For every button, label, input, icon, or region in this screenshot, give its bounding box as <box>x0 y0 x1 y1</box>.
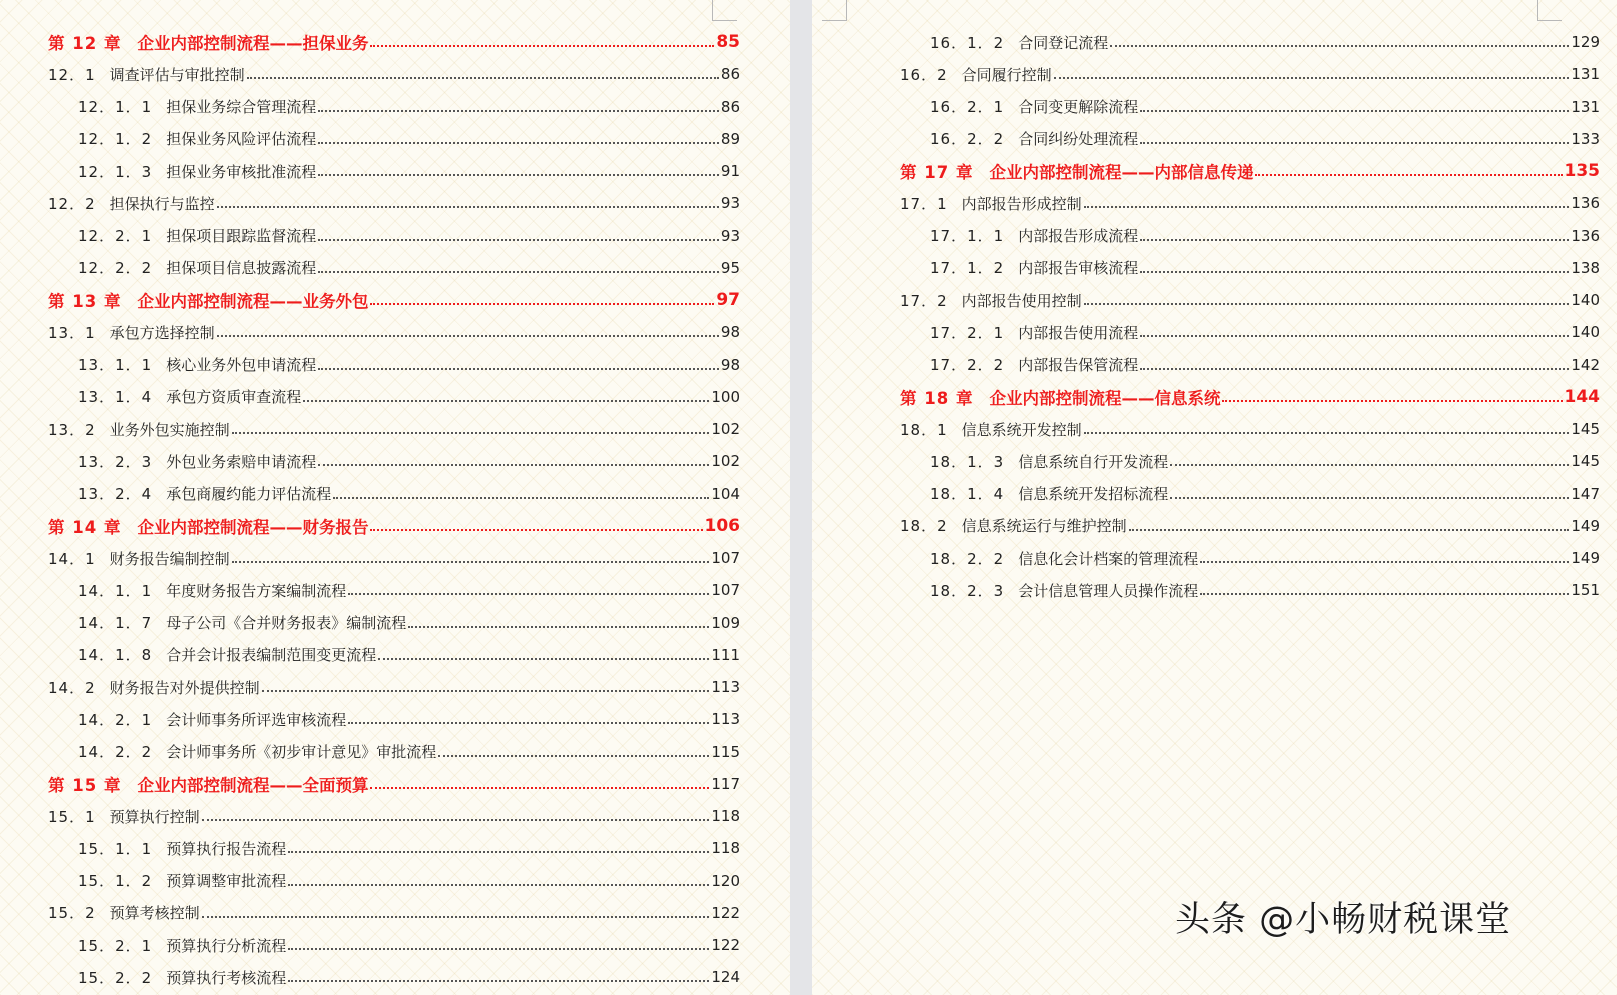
toc-chapter-entry[interactable] <box>900 381 1600 413</box>
toc-dot-leader <box>1170 464 1569 466</box>
toc-entry-page-number: 120 <box>711 871 740 890</box>
toc-entry-page-number: 107 <box>711 549 740 568</box>
toc-entry-title: 调查评估与审批控制 <box>109 65 245 84</box>
toc-entry-page-number: 85 <box>716 32 740 53</box>
toc-entry-page-number: 138 <box>1571 258 1600 277</box>
toc-entry-title: 承包商履约能力评估流程 <box>166 485 332 504</box>
toc-entry-title: 财务报告编制控制 <box>109 549 230 568</box>
toc-section-entry[interactable] <box>900 187 1600 219</box>
toc-chapter-entry[interactable] <box>48 510 740 542</box>
toc-subsection-entry[interactable] <box>900 542 1600 574</box>
toc-subsection-entry[interactable] <box>48 252 740 284</box>
toc-entry-page-number: 91 <box>720 162 740 181</box>
toc-entry-title: 企业内部控制流程——内部信息传递 <box>989 163 1254 183</box>
toc-subsection-entry[interactable] <box>48 736 740 768</box>
toc-entry-page-number: 131 <box>1571 65 1600 84</box>
toc-dot-leader <box>378 658 709 660</box>
toc-entry-number: 14．1．8 <box>78 646 153 665</box>
toc-subsection-entry[interactable] <box>900 123 1600 155</box>
toc-entry-page-number: 145 <box>1571 452 1600 471</box>
toc-subsection-entry[interactable] <box>48 832 740 864</box>
toc-entry-number: 15．1．2 <box>78 872 153 891</box>
toc-entry-page-number: 147 <box>1571 484 1600 503</box>
toc-entry-title: 财务报告对外提供控制 <box>109 678 260 697</box>
toc-chapter-entry[interactable] <box>48 768 740 800</box>
toc-entry-number: 12．2．1 <box>78 227 153 246</box>
toc-entry-number: 17．2．1 <box>930 323 1005 342</box>
toc-dot-leader <box>318 368 719 370</box>
toc-entry-number: 13．2．4 <box>78 485 153 504</box>
toc-entry-page-number: 140 <box>1571 323 1600 342</box>
toc-entry-number: 第 15 章 <box>48 775 122 795</box>
toc-entry-number: 13．1 <box>48 323 96 342</box>
page-corner-mark <box>822 0 847 21</box>
toc-section-entry[interactable] <box>900 58 1600 90</box>
toc-entry-title: 内部报告使用流程 <box>1018 323 1139 342</box>
toc-entry-number: 15．1．1 <box>78 839 153 858</box>
toc-entry-title: 企业内部控制流程——担保业务 <box>137 34 369 54</box>
toc-entry-page-number: 97 <box>716 290 740 311</box>
toc-dot-leader <box>1084 432 1570 434</box>
toc-entry-title: 预算考核控制 <box>109 904 200 923</box>
toc-dot-leader <box>1084 303 1570 305</box>
toc-entry-title: 担保业务审核批准流程 <box>166 162 317 181</box>
toc-entry-title: 承包方资质审查流程 <box>166 388 302 407</box>
toc-dot-leader <box>1140 368 1569 370</box>
toc-entry-number: 16．2．2 <box>930 130 1005 149</box>
toc-entry-title: 承包方选择控制 <box>109 323 215 342</box>
toc-entry-number: 18．1．3 <box>930 452 1005 471</box>
toc-entry-title: 担保项目信息披露流程 <box>166 259 317 278</box>
toc-dot-leader <box>370 787 709 789</box>
toc-dot-leader <box>318 239 719 241</box>
toc-entry-number: 13．2．3 <box>78 452 153 471</box>
toc-entry-page-number: 135 <box>1564 161 1600 182</box>
toc-dot-leader <box>370 45 714 47</box>
toc-entry-page-number: 149 <box>1571 549 1600 568</box>
toc-subsection-entry[interactable] <box>48 961 740 993</box>
toc-entry-title: 企业内部控制流程——财务报告 <box>137 517 369 537</box>
toc-entry-number: 16．2．1 <box>930 98 1005 117</box>
page-corner-mark <box>712 0 737 21</box>
toc-subsection-entry[interactable] <box>900 574 1600 606</box>
toc-subsection-entry[interactable] <box>900 252 1600 284</box>
toc-section-entry[interactable] <box>48 800 740 832</box>
toc-entry-page-number: 111 <box>711 645 740 664</box>
toc-entry-title: 担保业务风险评估流程 <box>166 130 317 149</box>
toc-section-entry[interactable] <box>48 187 740 219</box>
document-page-right <box>812 0 1617 995</box>
toc-entry-title: 信息系统运行与维护控制 <box>961 517 1127 536</box>
toc-entry-number: 13．1．1 <box>78 356 153 375</box>
toc-entry-number: 14．1 <box>48 549 96 568</box>
toc-subsection-entry[interactable] <box>48 91 740 123</box>
toc-entry-title: 合同登记流程 <box>1018 33 1109 52</box>
toc-section-entry[interactable] <box>900 510 1600 542</box>
toc-entry-page-number: 122 <box>711 936 740 955</box>
toc-dot-leader <box>1255 174 1562 176</box>
toc-entry-page-number: 131 <box>1571 97 1600 116</box>
toc-subsection-entry[interactable] <box>48 155 740 187</box>
toc-entry-title: 母子公司《合并财务报表》编制流程 <box>166 614 407 633</box>
toc-entry-number: 12．2．2 <box>78 259 153 278</box>
toc-entry-number: 18．2．3 <box>930 581 1005 600</box>
page-corner-mark <box>1537 0 1562 21</box>
toc-entry-number: 第 17 章 <box>900 163 974 183</box>
toc-entry-number: 第 12 章 <box>48 34 122 54</box>
toc-entry-title: 内部报告形成流程 <box>1018 227 1139 246</box>
toc-dot-leader <box>318 110 719 112</box>
toc-entry-title: 会计师事务所评选审核流程 <box>166 710 347 729</box>
toc-subsection-entry[interactable] <box>900 26 1600 58</box>
toc-entry-page-number: 100 <box>711 387 740 406</box>
toc-entry-page-number: 144 <box>1564 386 1600 407</box>
toc-entry-title: 会计信息管理人员操作流程 <box>1018 581 1199 600</box>
toc-dot-leader <box>202 916 710 918</box>
toc-entry-number: 18．1．4 <box>930 485 1005 504</box>
toc-section-entry[interactable] <box>48 897 740 929</box>
toc-entry-title: 企业内部控制流程——全面预算 <box>137 775 369 795</box>
toc-entry-number: 17．1．1 <box>930 227 1005 246</box>
toc-section-entry[interactable] <box>48 413 740 445</box>
toc-entry-page-number: 86 <box>720 65 740 84</box>
toc-subsection-entry[interactable] <box>48 703 740 735</box>
toc-dot-leader <box>1140 239 1569 241</box>
toc-entry-title: 预算执行考核流程 <box>166 968 287 987</box>
toc-entry-page-number: 102 <box>711 420 740 439</box>
toc-entry-title: 内部报告使用控制 <box>961 291 1082 310</box>
toc-entry-title: 合同履行控制 <box>961 65 1052 84</box>
toc-entry-number: 17．2．2 <box>930 356 1005 375</box>
toc-entry-page-number: 115 <box>711 742 740 761</box>
toc-entry-title: 预算执行报告流程 <box>166 839 287 858</box>
toc-entry-number: 18．1 <box>900 420 948 439</box>
toc-entry-title: 内部报告审核流程 <box>1018 259 1139 278</box>
toc-subsection-entry[interactable] <box>900 478 1600 510</box>
toc-entry-number: 17．2 <box>900 291 948 310</box>
toc-dot-leader <box>318 174 719 176</box>
toc-entry-title: 信息化会计档案的管理流程 <box>1018 549 1199 568</box>
toc-entry-number: 12．1．2 <box>78 130 153 149</box>
toc-dot-leader <box>318 271 719 273</box>
toc-entry-title: 企业内部控制流程——信息系统 <box>989 388 1221 408</box>
toc-dot-leader <box>1140 142 1569 144</box>
document-page-left <box>0 0 790 995</box>
toc-entry-page-number: 145 <box>1571 420 1600 439</box>
toc-dot-leader <box>348 722 709 724</box>
toc-entry-page-number: 93 <box>720 194 740 213</box>
toc-entry-title: 预算执行控制 <box>109 807 200 826</box>
toc-entry-page-number: 129 <box>1571 33 1600 52</box>
toc-subsection-entry[interactable] <box>48 478 740 510</box>
toc-entry-number: 14．2 <box>48 678 96 697</box>
toc-subsection-entry[interactable] <box>900 316 1600 348</box>
toc-section-entry[interactable] <box>900 413 1600 445</box>
toc-dot-leader <box>318 142 719 144</box>
toc-subsection-entry[interactable] <box>48 220 740 252</box>
toc-section-entry[interactable] <box>48 58 740 90</box>
toc-entry-number: 18．2 <box>900 517 948 536</box>
toc-entry-title: 外包业务索赔申请流程 <box>166 452 317 471</box>
toc-entry-title: 预算执行分析流程 <box>166 936 287 955</box>
toc-entry-title: 信息系统开发控制 <box>961 420 1082 439</box>
table-of-contents-right <box>900 26 1600 607</box>
toc-dot-leader <box>202 819 710 821</box>
toc-dot-leader <box>370 303 714 305</box>
toc-entry-page-number: 89 <box>720 129 740 148</box>
toc-subsection-entry[interactable] <box>48 929 740 961</box>
toc-entry-page-number: 117 <box>711 774 740 793</box>
toc-entry-page-number: 86 <box>720 97 740 116</box>
toc-subsection-entry[interactable] <box>48 349 740 381</box>
toc-dot-leader <box>262 690 710 692</box>
toc-entry-number: 15．2．1 <box>78 936 153 955</box>
toc-entry-title: 信息系统开发招标流程 <box>1018 485 1169 504</box>
toc-entry-number: 14．2．2 <box>78 743 153 762</box>
toc-entry-page-number: 106 <box>704 515 740 536</box>
toc-dot-leader <box>288 948 709 950</box>
toc-entry-title: 担保执行与监控 <box>109 194 215 213</box>
toc-dot-leader <box>1110 45 1569 47</box>
toc-entry-title: 核心业务外包申请流程 <box>166 356 317 375</box>
toc-entry-title: 年度财务报告方案编制流程 <box>166 581 347 600</box>
toc-entry-title: 合同变更解除流程 <box>1018 98 1139 117</box>
toc-dot-leader <box>232 432 710 434</box>
toc-entry-number: 17．1．2 <box>930 259 1005 278</box>
toc-dot-leader <box>1200 561 1569 563</box>
toc-dot-leader <box>1140 335 1569 337</box>
toc-dot-leader <box>1140 110 1569 112</box>
toc-entry-number: 第 14 章 <box>48 517 122 537</box>
table-of-contents-left <box>48 26 740 994</box>
toc-entry-title: 内部报告形成控制 <box>961 194 1082 213</box>
toc-entry-page-number: 113 <box>711 710 740 729</box>
toc-entry-page-number: 98 <box>720 323 740 342</box>
toc-entry-number: 16．2 <box>900 65 948 84</box>
toc-entry-page-number: 93 <box>720 226 740 245</box>
toc-subsection-entry[interactable] <box>900 445 1600 477</box>
toc-dot-leader <box>1222 400 1562 402</box>
toc-entry-page-number: 136 <box>1571 226 1600 245</box>
toc-entry-number: 15．1 <box>48 807 96 826</box>
toc-subsection-entry[interactable] <box>48 865 740 897</box>
toc-entry-number: 13．1．4 <box>78 388 153 407</box>
toc-dot-leader <box>333 497 709 499</box>
toc-chapter-entry[interactable] <box>48 284 740 316</box>
toc-entry-page-number: 98 <box>720 355 740 374</box>
toc-dot-leader <box>348 593 709 595</box>
toc-dot-leader <box>438 755 709 757</box>
toc-dot-leader <box>288 980 709 982</box>
toc-chapter-entry[interactable] <box>48 26 740 58</box>
toc-entry-number: 12．1 <box>48 65 96 84</box>
toc-entry-page-number: 113 <box>711 678 740 697</box>
toc-entry-title: 内部报告保管流程 <box>1018 356 1139 375</box>
toc-section-entry[interactable] <box>48 542 740 574</box>
toc-entry-page-number: 118 <box>711 807 740 826</box>
toc-section-entry[interactable] <box>900 284 1600 316</box>
toc-subsection-entry[interactable] <box>48 574 740 606</box>
toc-dot-leader <box>318 464 709 466</box>
toc-entry-page-number: 109 <box>711 613 740 632</box>
toc-dot-leader <box>247 77 719 79</box>
toc-entry-title: 合同纠纷处理流程 <box>1018 130 1139 149</box>
toc-entry-page-number: 149 <box>1571 516 1600 535</box>
toc-entry-page-number: 151 <box>1571 581 1600 600</box>
toc-entry-page-number: 122 <box>711 903 740 922</box>
toc-entry-title: 信息系统自行开发流程 <box>1018 452 1169 471</box>
toc-section-entry[interactable] <box>48 671 740 703</box>
toc-entry-number: 17．1 <box>900 194 948 213</box>
toc-dot-leader <box>370 529 702 531</box>
toc-entry-page-number: 107 <box>711 581 740 600</box>
toc-dot-leader <box>217 335 719 337</box>
toc-section-entry[interactable] <box>48 316 740 348</box>
toc-entry-number: 18．2．2 <box>930 549 1005 568</box>
toc-entry-number: 12．1．3 <box>78 162 153 181</box>
toc-entry-number: 12．1．1 <box>78 98 153 117</box>
toc-dot-leader <box>1084 206 1570 208</box>
toc-subsection-entry[interactable] <box>48 381 740 413</box>
toc-entry-page-number: 136 <box>1571 194 1600 213</box>
toc-subsection-entry[interactable] <box>900 220 1600 252</box>
toc-entry-number: 14．1．1 <box>78 581 153 600</box>
toc-entry-number: 15．2．2 <box>78 968 153 987</box>
toc-dot-leader <box>217 206 719 208</box>
toc-entry-page-number: 140 <box>1571 291 1600 310</box>
toc-entry-title: 业务外包实施控制 <box>109 420 230 439</box>
toc-entry-title: 会计师事务所《初步审计意见》审批流程 <box>166 743 437 762</box>
toc-entry-page-number: 95 <box>720 258 740 277</box>
toc-entry-number: 14．2．1 <box>78 710 153 729</box>
toc-entry-title: 企业内部控制流程——业务外包 <box>137 292 369 312</box>
toc-entry-title: 担保项目跟踪监督流程 <box>166 227 317 246</box>
toc-entry-number: 14．1．7 <box>78 614 153 633</box>
toc-entry-page-number: 142 <box>1571 355 1600 374</box>
toc-entry-page-number: 104 <box>711 484 740 503</box>
toc-subsection-entry[interactable] <box>48 445 740 477</box>
watermark-text: 头条 @小畅财税课堂 <box>1175 900 1512 940</box>
toc-entry-page-number: 118 <box>711 839 740 858</box>
toc-subsection-entry[interactable] <box>48 123 740 155</box>
toc-chapter-entry[interactable] <box>900 155 1600 187</box>
toc-entry-page-number: 102 <box>711 452 740 471</box>
toc-entry-title: 担保业务综合管理流程 <box>166 98 317 117</box>
toc-entry-number: 第 18 章 <box>900 388 974 408</box>
toc-dot-leader <box>303 400 709 402</box>
toc-dot-leader <box>408 626 709 628</box>
toc-dot-leader <box>232 561 710 563</box>
toc-entry-number: 16．1．2 <box>930 33 1005 52</box>
toc-subsection-entry[interactable] <box>900 349 1600 381</box>
toc-dot-leader <box>1170 497 1569 499</box>
toc-subsection-entry[interactable] <box>48 639 740 671</box>
toc-entry-number: 12．2 <box>48 194 96 213</box>
toc-subsection-entry[interactable] <box>48 607 740 639</box>
toc-dot-leader <box>288 884 709 886</box>
toc-entry-title: 合并会计报表编制范围变更流程 <box>166 646 377 665</box>
toc-entry-title: 预算调整审批流程 <box>166 872 287 891</box>
toc-dot-leader <box>288 851 709 853</box>
toc-entry-number: 第 13 章 <box>48 292 122 312</box>
toc-entry-page-number: 124 <box>711 968 740 987</box>
toc-dot-leader <box>1054 77 1570 79</box>
toc-subsection-entry[interactable] <box>900 91 1600 123</box>
toc-dot-leader <box>1129 529 1570 531</box>
toc-entry-number: 15．2 <box>48 904 96 923</box>
toc-entry-page-number: 133 <box>1571 129 1600 148</box>
toc-dot-leader <box>1200 593 1569 595</box>
toc-dot-leader <box>1140 271 1569 273</box>
toc-entry-number: 13．2 <box>48 420 96 439</box>
